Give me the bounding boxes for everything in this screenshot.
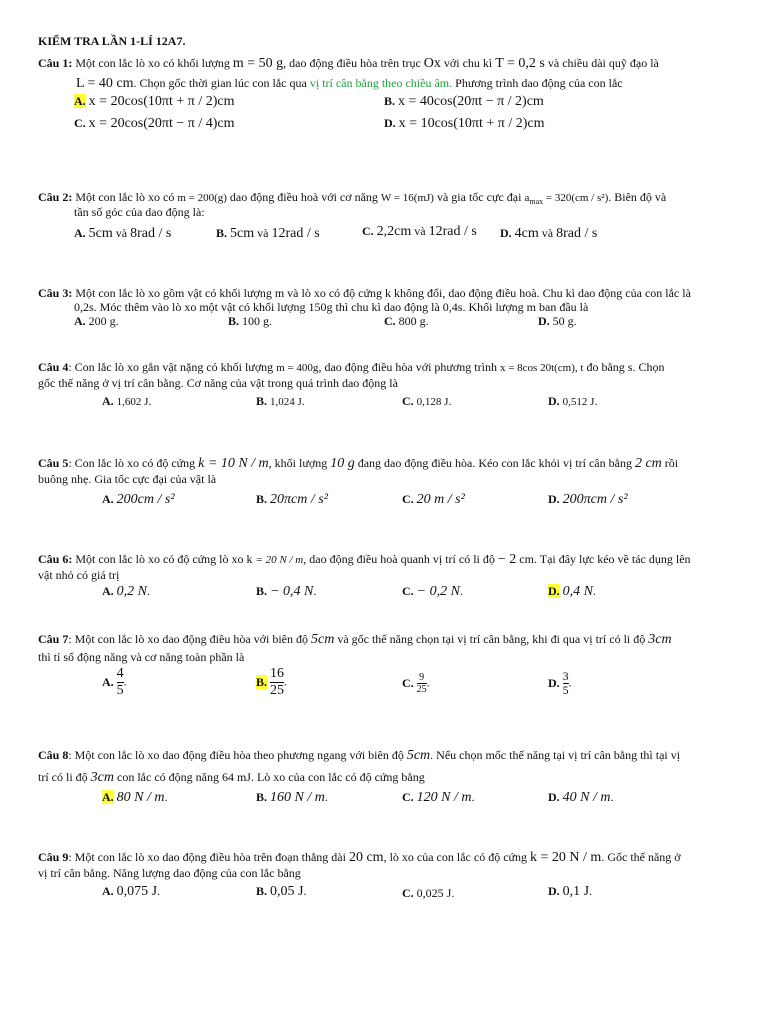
option-connector: và (115, 226, 128, 240)
question-label: Câu 2: (38, 190, 73, 204)
option-value: x = 20cos(10πt + π / 2)cm (88, 94, 235, 109)
option-dot: . (123, 674, 127, 689)
option-b[interactable] (256, 884, 306, 900)
math-displacement: 3cm (648, 632, 672, 647)
option-c[interactable] (402, 790, 475, 806)
question-text: . Gốc thế năng ở (601, 850, 681, 864)
question-text: và gia tốc cực đại (433, 190, 525, 204)
option-b[interactable] (256, 790, 328, 806)
option-d[interactable] (500, 226, 597, 242)
option-d[interactable] (548, 670, 572, 697)
question-text: đang dao động điều hòa. Kéo con lắc khỏi vị trí cân bằng (354, 456, 635, 470)
option-value: 1,024 J (270, 396, 302, 408)
option-value: 200πcm / s² (562, 492, 628, 507)
option-c[interactable] (402, 394, 451, 409)
fraction (270, 666, 284, 699)
question-3-line-2 (74, 300, 744, 314)
option-a[interactable] (102, 666, 127, 699)
option-value: 50 g. (552, 314, 577, 328)
option-key: C. (384, 314, 396, 328)
option-key: B. (256, 394, 268, 408)
math-amax (524, 192, 609, 207)
math-mass: m = 200(g) (177, 192, 227, 204)
math-amplitude: 5cm (310, 632, 335, 647)
option-value: 0,128 J (416, 396, 449, 408)
option-value: 200cm / s² (116, 492, 175, 507)
math-displacement: − 2 (497, 552, 517, 567)
question-6-line-2 (38, 568, 744, 582)
option-key: B. (384, 94, 396, 108)
option-dot: . (157, 884, 161, 898)
question-4 (38, 360, 744, 375)
question-7-line-2 (38, 650, 744, 664)
option-value: 12rad / s (428, 224, 477, 239)
option-a[interactable] (102, 584, 150, 600)
option-dot: . (324, 790, 328, 804)
option-key: B. (216, 226, 228, 240)
question-text: cm. Tại đây lực kéo về tác dụng lên (516, 552, 691, 566)
option-b[interactable] (256, 666, 287, 699)
option-value: 8rad / s (130, 226, 172, 241)
math-value: = 320(cm / s²) (543, 192, 609, 204)
math-mass: m = 400g (276, 362, 319, 374)
option-value: 5cm (230, 226, 255, 241)
option-d[interactable] (538, 314, 577, 329)
option-value: 200 g. (88, 314, 119, 328)
math-stiffness: k = 20 N / m (530, 850, 602, 865)
math-displacement: 3cm (90, 770, 114, 785)
option-value: 1,602 J (116, 396, 149, 408)
option-key: D. (548, 394, 560, 408)
option-value: 4cm (514, 226, 539, 241)
option-dot: . (610, 790, 614, 804)
math-mass: m = 50 g (232, 56, 284, 71)
option-dot: . (284, 674, 288, 689)
fraction (117, 666, 124, 699)
math-amplitude: 5cm (406, 748, 431, 763)
question-text: 0,2s. Móc thêm vào lò xo một vật có khối lượng 150g thì chu kì dao động là 0,4s. Khối lượng m ban đầu là (74, 300, 589, 314)
option-c[interactable] (402, 886, 454, 901)
question-text: dao động điều hoà với cơ năng (226, 190, 381, 204)
question-text: và gốc thế năng chọn tại vị trí cân bằng, khi đi qua vị trí có li độ (334, 632, 649, 646)
question-label: Câu 3: (38, 286, 73, 300)
option-value: 40 N / m (562, 790, 611, 805)
question-text: . Biên độ và (608, 190, 667, 204)
question-text: , dao động điều hòa trên trục (283, 56, 424, 70)
option-d[interactable] (548, 790, 614, 806)
option-key: C. (402, 790, 414, 804)
option-key: A. (102, 675, 114, 689)
question-text: và chiều dài quỹ đạo là (544, 56, 659, 70)
question-text: : Một con lắc lò xo dao động điều hòa theo phương ngang với biên độ (68, 748, 407, 762)
option-value: 0,075 J (116, 884, 158, 899)
option-key: C. (74, 116, 86, 130)
option-a[interactable] (74, 314, 119, 329)
question-text: Một con lắc lò xo gồm vật có khối lượng m và lò xo có độ cứng k không đổi, dao động điều hoà. Chu kì dao động của con lắc là (72, 286, 691, 300)
option-a[interactable] (102, 884, 160, 900)
question-text: buông nhẹ. Gia tốc cực đại của vật là (38, 472, 217, 486)
option-a[interactable] (74, 226, 171, 242)
option-dot: . (593, 584, 597, 598)
question-label: Câu 8 (38, 748, 69, 762)
option-key: A. (74, 314, 86, 328)
option-d[interactable] (548, 394, 597, 409)
math-length: 20 cm (348, 850, 384, 865)
question-label: Câu 5 (38, 456, 69, 470)
question-text: rồi (661, 456, 679, 470)
option-value: 0,2 N (116, 584, 148, 599)
option-key: B. (256, 584, 268, 598)
question-text: . Nếu chọn mốc thế năng tại vị trí cân bằng thì tại vị (430, 748, 681, 762)
denominator: 25 (416, 684, 427, 695)
option-key: D. (548, 492, 560, 506)
option-key: A. (102, 584, 114, 598)
math-subscript: max (529, 197, 544, 207)
option-value: x = 20cos(20πt − π / 4)cm (88, 116, 235, 131)
option-b[interactable] (256, 394, 305, 409)
option-b[interactable] (216, 226, 320, 242)
question-text: . Chọn gốc thời gian lúc con lắc qua (133, 76, 310, 90)
option-value: 20πcm / s² (270, 492, 328, 507)
option-dot: . (568, 675, 572, 690)
option-d[interactable] (384, 116, 544, 132)
option-key: D. (384, 116, 396, 130)
option-value: 120 N / m (416, 790, 472, 805)
option-value: 0,05 J (270, 884, 304, 899)
numerator: 16 (270, 666, 285, 681)
option-b[interactable] (228, 314, 272, 329)
option-b[interactable] (256, 584, 316, 600)
question-text: : Một con lắc lò xo dao động điều hòa với biên độ (68, 632, 311, 646)
option-key: C. (402, 886, 414, 900)
option-key: C. (402, 584, 414, 598)
question-text: thì tỉ số động năng và cơ năng toàn phần là (38, 650, 245, 664)
option-connector: và (257, 226, 269, 240)
question-text: con lắc có động năng 64 mJ. Lò xo của con lắc có độ cứng bằng (114, 770, 425, 784)
math-mass: 10 g (330, 456, 355, 471)
question-text: , dao động điều hoà quanh vị trí có li độ (303, 552, 498, 566)
question-text: Một con lắc lò xo có khối lượng (72, 56, 233, 70)
option-value: 800 g. (398, 314, 429, 328)
option-value: 0,512 J (562, 396, 595, 408)
question-text: trí có li độ (38, 770, 91, 784)
denominator: 25 (270, 683, 285, 698)
fraction (417, 672, 427, 695)
question-text: , khối lượng (268, 456, 331, 470)
question-9 (38, 850, 744, 865)
option-value: 12rad / s (271, 226, 320, 241)
math-period: T = 0,2 s (495, 56, 545, 71)
question-text: vị trí cân bằng. Năng lượng dao động của con lắc bằng (38, 866, 301, 880)
question-text: Một con lắc lò xo có (72, 190, 178, 204)
option-b[interactable] (256, 492, 328, 508)
question-text: , lò xo của con lắc có độ cứng (383, 850, 531, 864)
option-key: B. (256, 884, 268, 898)
option-value: 80 N / m (116, 790, 165, 805)
option-value: 5cm (88, 226, 113, 241)
option-a[interactable] (74, 94, 234, 110)
question-text: , dao động điều hòa với phương trình (318, 360, 500, 374)
option-dot: . (448, 394, 452, 408)
question-text: tần số góc của dao động là: (74, 205, 205, 219)
option-key: B. (228, 314, 240, 328)
highlighted-text: vị trí cân bằng theo chiều âm. (309, 76, 453, 90)
option-key: B. (256, 492, 268, 506)
option-d[interactable] (548, 584, 596, 600)
question-5-line-2 (38, 472, 744, 486)
option-value: 160 N / m (270, 790, 325, 805)
question-label: Câu 7 (38, 632, 69, 646)
option-value: 100 g. (242, 314, 273, 328)
question-text: Một con lắc lò xo có độ cứng lò xo k (72, 552, 256, 566)
option-a[interactable] (102, 790, 168, 806)
option-c[interactable] (384, 314, 429, 329)
math-stiffness: = 20 N / m (255, 554, 304, 566)
option-dot: . (589, 884, 593, 898)
option-dot: . (301, 394, 305, 408)
option-value: 0,4 N (562, 584, 594, 599)
option-key: D. (538, 314, 550, 328)
option-c[interactable] (74, 116, 234, 132)
option-key: C. (362, 224, 374, 238)
question-text: vật nhỏ có giá trị (38, 568, 120, 582)
math-displacement: 2 cm (634, 456, 662, 471)
option-d[interactable] (548, 884, 592, 900)
option-dot: . (164, 790, 168, 804)
question-text: Phương trình dao động của con lắc (452, 76, 623, 90)
option-value: x = 10cos(10πt + π / 2)cm (398, 116, 545, 131)
option-dot: . (459, 584, 463, 598)
math-length: L = 40 cm (76, 76, 134, 91)
numerator: 3 (562, 669, 569, 683)
option-key-correct: D. (548, 584, 560, 598)
option-d[interactable] (548, 492, 628, 508)
question-text: : Một con lắc lò xo dao động điều hòa trên đoạn thẳng dài (68, 850, 349, 864)
math-stiffness: k = 10 N / m (198, 456, 269, 471)
option-key: D. (548, 884, 560, 898)
option-dot: . (303, 884, 307, 898)
option-c[interactable] (362, 224, 477, 240)
option-value: − 0,2 N (416, 584, 460, 599)
page-title: KIỂM TRA LẦN 1-LÍ 12A7. (38, 34, 186, 48)
question-8-line-2 (38, 770, 744, 785)
option-c[interactable] (402, 672, 430, 695)
math-symbol: a (524, 192, 530, 204)
question-text: đo bằng s. Chọn (583, 360, 665, 374)
option-key: B. (256, 790, 268, 804)
option-key: D. (548, 676, 560, 690)
math-energy: W = 16(mJ) (380, 192, 434, 204)
option-b[interactable] (384, 94, 544, 110)
question-label: Câu 4 (38, 360, 69, 374)
option-value: 0,025 J. (416, 886, 455, 900)
math-axis: Ox (423, 56, 441, 71)
option-c[interactable] (402, 492, 465, 508)
option-key: A. (102, 884, 114, 898)
option-dot: . (426, 675, 430, 690)
question-5 (38, 456, 744, 471)
question-text: : Con lắc lò xo gắn vật nặng có khối lượng (68, 360, 277, 374)
option-dot: . (147, 584, 151, 598)
question-6 (38, 552, 744, 567)
question-3 (38, 286, 744, 300)
option-key-correct: A. (102, 790, 114, 804)
question-4-line-2 (38, 376, 744, 390)
question-label: Câu 9 (38, 850, 69, 864)
question-label: Câu 6: (38, 552, 73, 566)
question-7 (38, 632, 744, 647)
question-text: gốc thế năng ở vị trí cân bằng. Cơ năng của vật trong quá trình dao động là (38, 376, 398, 390)
question-8 (38, 748, 744, 763)
denominator: 5 (562, 683, 569, 697)
option-key: A. (74, 226, 86, 240)
question-9-line-2 (38, 866, 744, 880)
option-key-correct: B. (256, 675, 268, 689)
question-text: với chu kì (440, 56, 496, 70)
option-c[interactable] (402, 584, 463, 600)
option-a[interactable] (102, 394, 151, 409)
option-value: 0,1 J (562, 884, 590, 899)
option-a[interactable] (102, 492, 175, 508)
option-value: 2,2cm (376, 224, 412, 239)
option-key: A. (102, 394, 114, 408)
option-value: − 0,4 N (270, 584, 314, 599)
question-text: : Con lắc lò xo có độ cứng (68, 456, 199, 470)
option-connector: và (414, 224, 426, 238)
option-dot: . (148, 394, 152, 408)
option-dot: . (594, 394, 598, 408)
option-connector: và (541, 226, 554, 240)
option-dot: . (313, 584, 317, 598)
option-key-correct: A. (74, 94, 86, 108)
option-key: C. (402, 394, 414, 408)
option-value: x = 40cos(20πt − π / 2)cm (398, 94, 544, 109)
question-label: Câu 1: (38, 56, 73, 70)
option-key: D. (500, 226, 512, 240)
option-key: C. (402, 676, 414, 690)
option-key: A. (102, 492, 114, 506)
question-2-line-2 (74, 205, 744, 219)
question-1-line-2 (76, 76, 746, 91)
option-dot: . (471, 790, 475, 804)
question-1 (38, 56, 744, 71)
option-key: C. (402, 492, 414, 506)
math-equation: x = 8cos 20t(cm), t (499, 362, 584, 374)
option-value: 20 m / s² (416, 492, 465, 507)
option-key: D. (548, 790, 560, 804)
numerator: 4 (116, 666, 124, 681)
option-value: 8rad / s (556, 226, 598, 241)
numerator: 9 (417, 672, 427, 684)
denominator: 5 (116, 683, 124, 698)
